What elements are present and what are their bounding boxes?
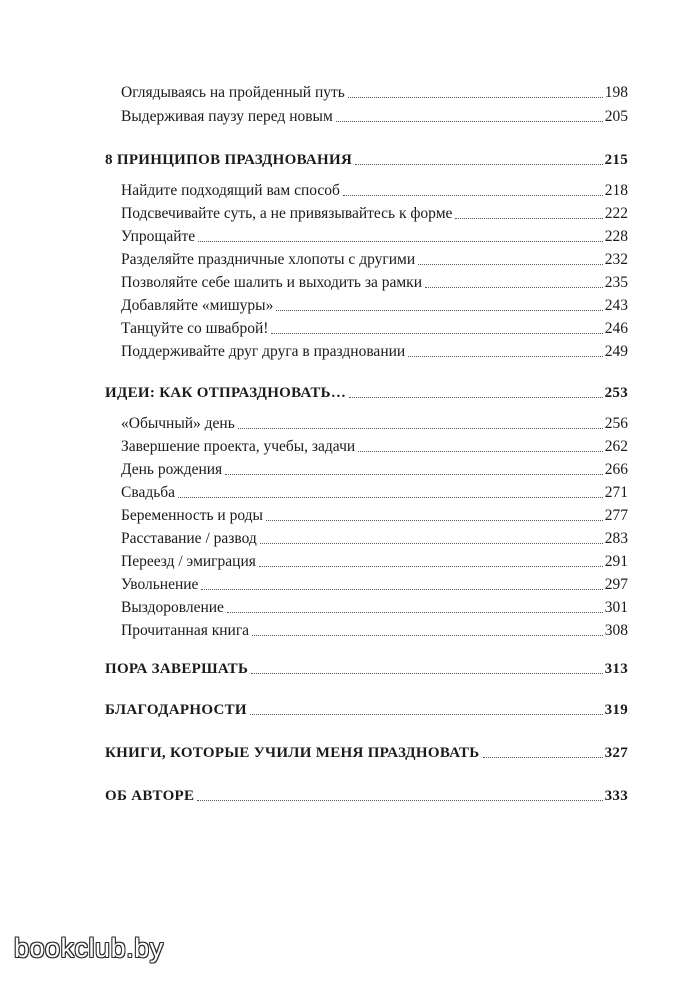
toc-entry-page: 249 — [604, 343, 628, 360]
toc-section-page: 319 — [604, 702, 628, 718]
dot-leader — [418, 263, 603, 265]
toc-section-title: ПОРА ЗАВЕРШАТЬ — [105, 661, 249, 677]
toc-entry-page: 291 — [604, 553, 628, 570]
dot-leader — [336, 120, 603, 122]
toc-entry — [121, 245, 628, 269]
dot-leader — [271, 332, 602, 334]
toc-section-title: 8 ПРИНЦИПОВ ПРАЗДНОВАНИЯ — [105, 152, 353, 168]
dot-leader — [238, 427, 603, 429]
toc-entry-page: 205 — [604, 108, 628, 125]
toc-entry — [121, 314, 628, 338]
toc-entry — [121, 547, 628, 571]
toc-entry-title: Оглядываясь на пройденный путь — [121, 84, 345, 101]
toc-entry-title: Выдерживая паузу перед новым — [121, 108, 333, 125]
toc-entry-title: «Обычный» день — [121, 415, 235, 432]
toc-entry-page: 222 — [604, 205, 628, 222]
toc-entry-page: 262 — [604, 438, 628, 455]
toc-entry-title: Поддерживайте друг друга в праздновании — [121, 343, 406, 360]
dot-leader — [348, 96, 603, 98]
toc-entry — [121, 102, 628, 126]
toc-entry-title: Найдите подходящий вам способ — [121, 182, 340, 199]
toc-entry — [121, 593, 628, 617]
toc-section-heading — [105, 738, 628, 762]
dot-leader — [483, 756, 603, 758]
dot-leader — [358, 450, 603, 452]
toc-entry — [121, 524, 628, 548]
dot-leader — [225, 473, 603, 475]
toc-entry-title: Завершение проекта, учебы, задачи — [121, 438, 356, 455]
toc-section-heading — [105, 695, 628, 719]
toc-entry-page: 256 — [604, 415, 628, 432]
toc-entry-title: Переезд / эмиграция — [121, 553, 256, 570]
dot-leader — [250, 713, 603, 715]
toc-entry-title: Расставание / развод — [121, 530, 257, 547]
toc-entry-page: 266 — [604, 461, 628, 478]
toc-section-heading — [105, 145, 628, 169]
toc-section-page: 313 — [604, 661, 628, 677]
toc-entry — [121, 78, 628, 102]
dot-leader — [343, 194, 603, 196]
toc-entry-title: Подсвечивайте суть, а не привязывайтесь к форме — [121, 205, 453, 222]
dot-leader — [408, 355, 603, 357]
toc-section-title: ОБ АВТОРЕ — [105, 788, 195, 804]
toc-entry-page: 271 — [604, 484, 628, 501]
toc-section-heading — [105, 781, 628, 805]
dot-leader — [227, 611, 603, 613]
toc-entry-page: 301 — [604, 599, 628, 616]
toc-section-heading — [105, 654, 628, 678]
toc-entry — [121, 455, 628, 479]
toc-entry-title: Танцуйте со шваброй! — [121, 320, 269, 337]
toc-section-title: БЛАГОДАРНОСТИ — [105, 702, 247, 718]
toc-entry — [121, 268, 628, 292]
toc-entry-title: Увольнение — [121, 576, 199, 593]
toc-entry-page: 308 — [604, 622, 628, 639]
dot-leader — [355, 163, 602, 165]
toc-entry-title: Упрощайте — [121, 228, 196, 245]
dot-leader — [425, 286, 603, 288]
toc-entry-page: 198 — [604, 84, 628, 101]
dot-leader — [349, 396, 602, 398]
toc-entry-title: Выздоровление — [121, 599, 224, 616]
toc-entry — [121, 176, 628, 200]
toc-section-heading — [105, 378, 628, 402]
site-watermark: bookclub.by — [14, 933, 164, 963]
dot-leader — [276, 309, 602, 311]
dot-leader — [455, 217, 602, 219]
toc-entry-page: 235 — [604, 274, 628, 291]
toc-entry-title: Свадьба — [121, 484, 176, 501]
dot-leader — [251, 672, 602, 674]
toc-entry — [121, 337, 628, 361]
toc-section-page: 327 — [604, 745, 628, 761]
toc-entry-title: Позволяйте себе шалить и выходить за рамки — [121, 274, 423, 291]
toc-entry-page: 228 — [604, 228, 628, 245]
toc-entry-title: Добавляйте «мишуры» — [121, 297, 274, 314]
toc-entry-page: 243 — [604, 297, 628, 314]
dot-leader — [259, 565, 603, 567]
dot-leader — [201, 588, 602, 590]
toc-entry-title: Прочитанная книга — [121, 622, 250, 639]
dot-leader — [197, 799, 602, 801]
toc-entry — [121, 291, 628, 315]
toc-section-title: ИДЕИ: КАК ОТПРАЗДНОВАТЬ… — [105, 385, 347, 401]
toc-entry — [121, 478, 628, 502]
toc-entry-title: Беременность и роды — [121, 507, 263, 524]
toc-section-page: 215 — [604, 152, 628, 168]
toc-section-title: КНИГИ, КОТОРЫЕ УЧИЛИ МЕНЯ ПРАЗДНОВАТЬ — [105, 745, 480, 761]
toc-entry-page: 246 — [604, 320, 628, 337]
toc-entry — [121, 222, 628, 246]
toc-entry-page: 232 — [604, 251, 628, 268]
dot-leader — [260, 542, 603, 544]
toc-entry-page: 283 — [604, 530, 628, 547]
dot-leader — [198, 240, 603, 242]
toc-section-page: 253 — [604, 385, 628, 401]
toc-entry — [121, 409, 628, 433]
toc-entry-title: Разделяйте праздничные хлопоты с другими — [121, 251, 416, 268]
toc-entry — [121, 616, 628, 640]
toc-entry-page: 218 — [604, 182, 628, 199]
dot-leader — [252, 634, 603, 636]
toc-entry-title: День рождения — [121, 461, 223, 478]
toc-entry — [121, 501, 628, 525]
toc-entry-page: 297 — [604, 576, 628, 593]
dot-leader — [178, 496, 603, 498]
dot-leader — [266, 519, 603, 521]
toc-entry — [121, 199, 628, 223]
toc-section-page: 333 — [604, 788, 628, 804]
toc-entry — [121, 570, 628, 594]
toc-entry — [121, 432, 628, 456]
toc-entry-page: 277 — [604, 507, 628, 524]
